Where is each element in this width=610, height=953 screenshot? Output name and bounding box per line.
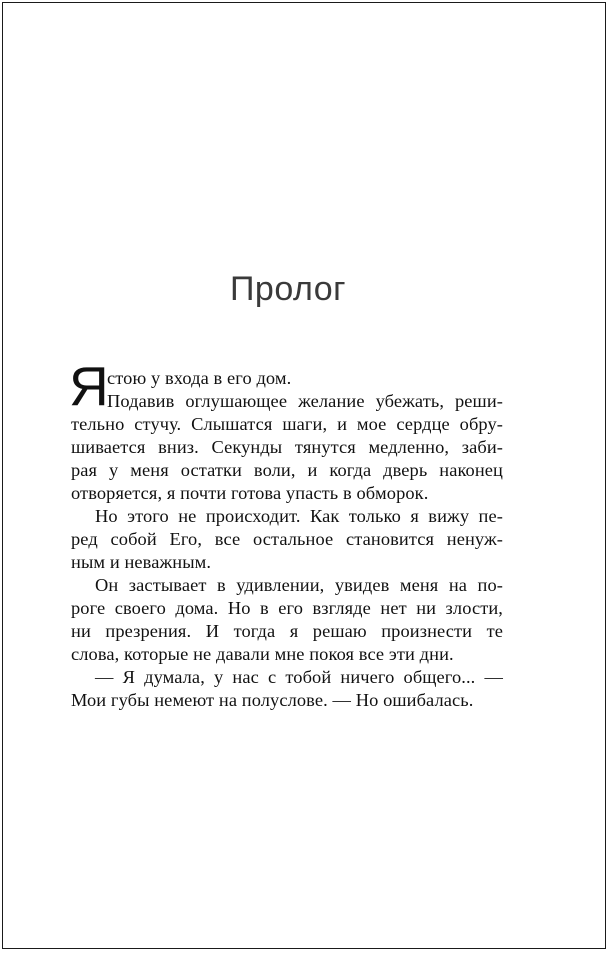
- chapter-body: [71, 367, 503, 712]
- text-line: Он застывает в удивлении, увидев меня на по-: [95, 575, 503, 595]
- text-line: Мои губы немеют на полуслове. — Но ошибалась.: [71, 690, 474, 710]
- text-line: отворяется, я почти готова упасть в обморок.: [71, 483, 429, 503]
- drop-cap-letter: Я: [69, 355, 109, 417]
- text-line: ни презрения. И тогда я решаю произнести те: [71, 621, 503, 641]
- book-page: [2, 2, 606, 949]
- text-line: рая у меня остатки воли, и когда дверь наконец: [71, 460, 503, 480]
- text-line: ным и неважным.: [71, 552, 212, 572]
- text-line: роге своего дома. Но в его взгляде нет ни злости,: [71, 598, 503, 618]
- text-line: тельно стучу. Слышатся шаги, и мое сердце обру-: [71, 414, 503, 434]
- text-line: слова, которые не давали мне покоя все эти дни.: [71, 644, 454, 664]
- text-line: стою у входа в его дом.: [107, 368, 292, 388]
- text-line: — Я думала, у нас с тобой ничего общего... —: [95, 667, 503, 687]
- text-line: ред собой Его, все остальное становится ненуж-: [71, 529, 503, 549]
- text-line: Но этого не происходит. Как только я вижу пе-: [95, 506, 503, 526]
- text-line: шивается вниз. Секунды тянутся медленно, заби-: [71, 437, 503, 457]
- text-line: Подавив оглушающее желание убежать, реши-: [107, 391, 503, 411]
- chapter-title: Пролог: [229, 270, 347, 308]
